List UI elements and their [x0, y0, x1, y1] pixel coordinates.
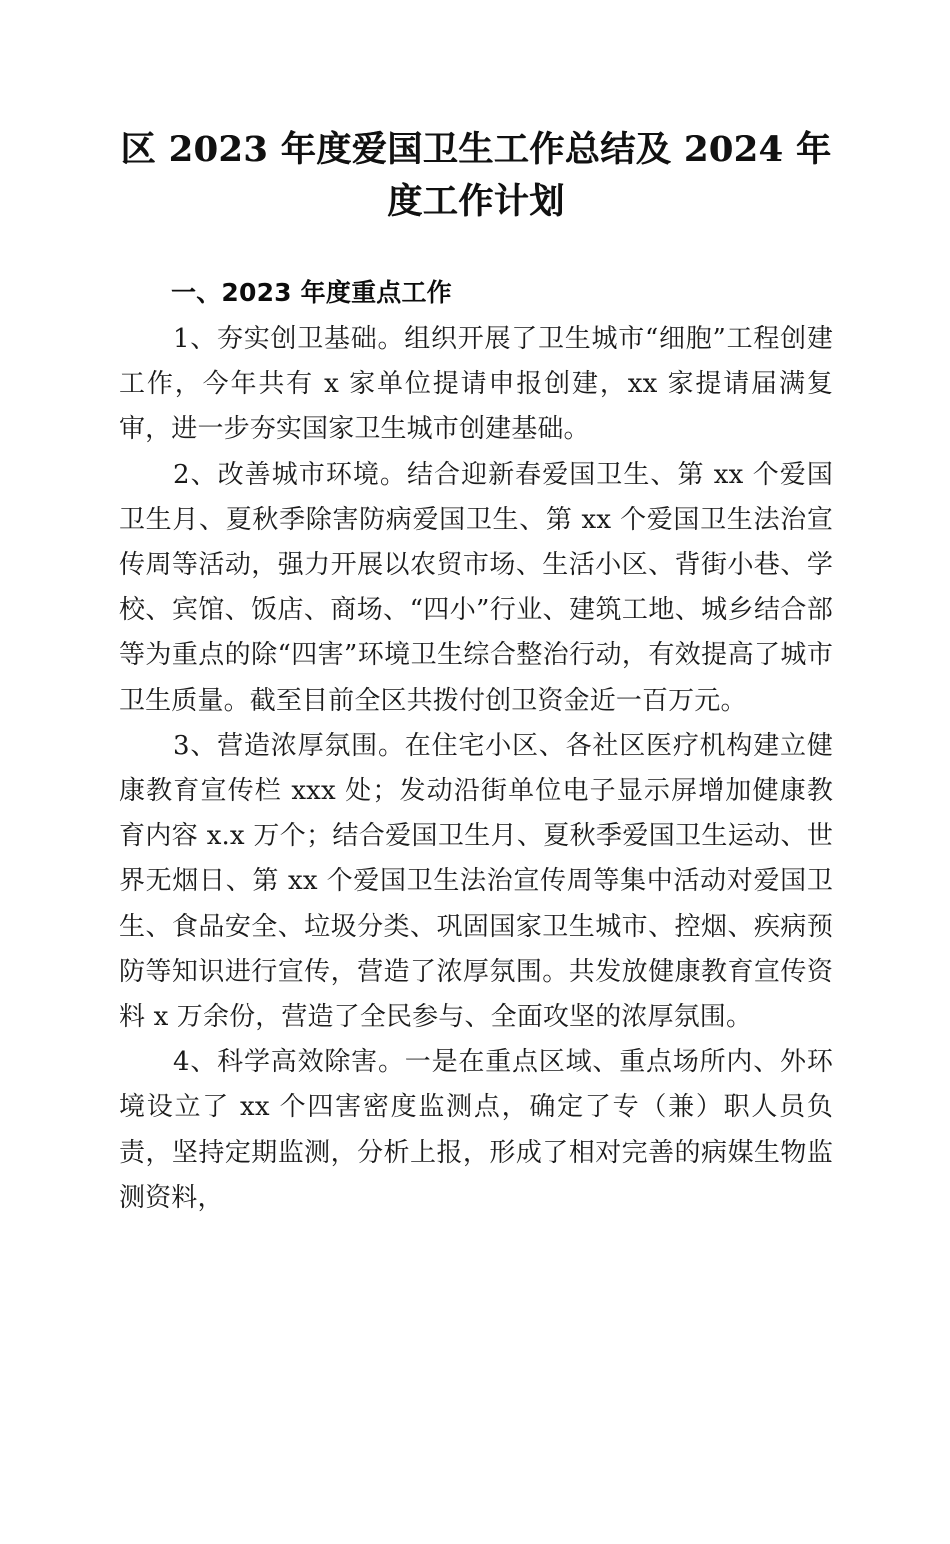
paragraph-1: 1、夯实创卫基础。组织开展了卫生城市“细胞”工程创建工作，今年共有 x 家单位提请申报创建，xx 家提请届满复审，进一步夯实国家卫生城市创建基础。 — [119, 324, 833, 445]
document-content — [119, 0, 833, 1221]
section-heading-2023-key-work: 一、2023 年度重点工作 — [171, 278, 452, 307]
paragraph-list — [119, 315, 833, 1221]
page-title: 区 2023 年度爱国卫生工作总结及 2024 年度工作计划 — [120, 129, 832, 222]
paragraph-3: 3、营造浓厚氛围。在住宅小区、各社区医疗机构建立健康教育宣传栏 xxx 处；发动沿街单位电子显示屏增加健康教育内容 x.x 万个；结合爱国卫生月、夏秋季爱国卫生运动、世界无烟日、第 xx 个爱国卫生法治宣传周等集中活动对爱国卫生、食品安全、垃圾分类、巩固国家卫生城市、控烟、疾病预防等知识进行宣传，营造了浓厚氛围。共发放健康教育宣传资料 x 万余份，营造了全民参与、全面攻坚的浓厚氛围。 — [119, 730, 833, 1033]
paragraph-2: 2、改善城市环境。结合迎新春爱国卫生、第 xx 个爱国卫生月、夏秋季除害防病爱国卫生、第 xx 个爱国卫生法治宣传周等活动，强力开展以农贸市场、生活小区、背街小巷、学校、宾馆、饭店、商场、“四小”行业、建筑工地、城乡结合部等为重点的除“四害”环境卫生综合整治行动，有效提高了城市卫生质量。截至目前全区共拨付创卫资金近一百万元。 — [119, 459, 833, 716]
page-bottom-clip — [0, 1344, 950, 1544]
paragraph-4: 4、科学高效除害。一是在重点区域、重点场所内、外环境设立了 xx 个四害密度监测点，确定了专（兼）职人员负责，坚持定期监测，分析上报，形成了相对完善的病媒生物监测资料， — [119, 1047, 833, 1213]
